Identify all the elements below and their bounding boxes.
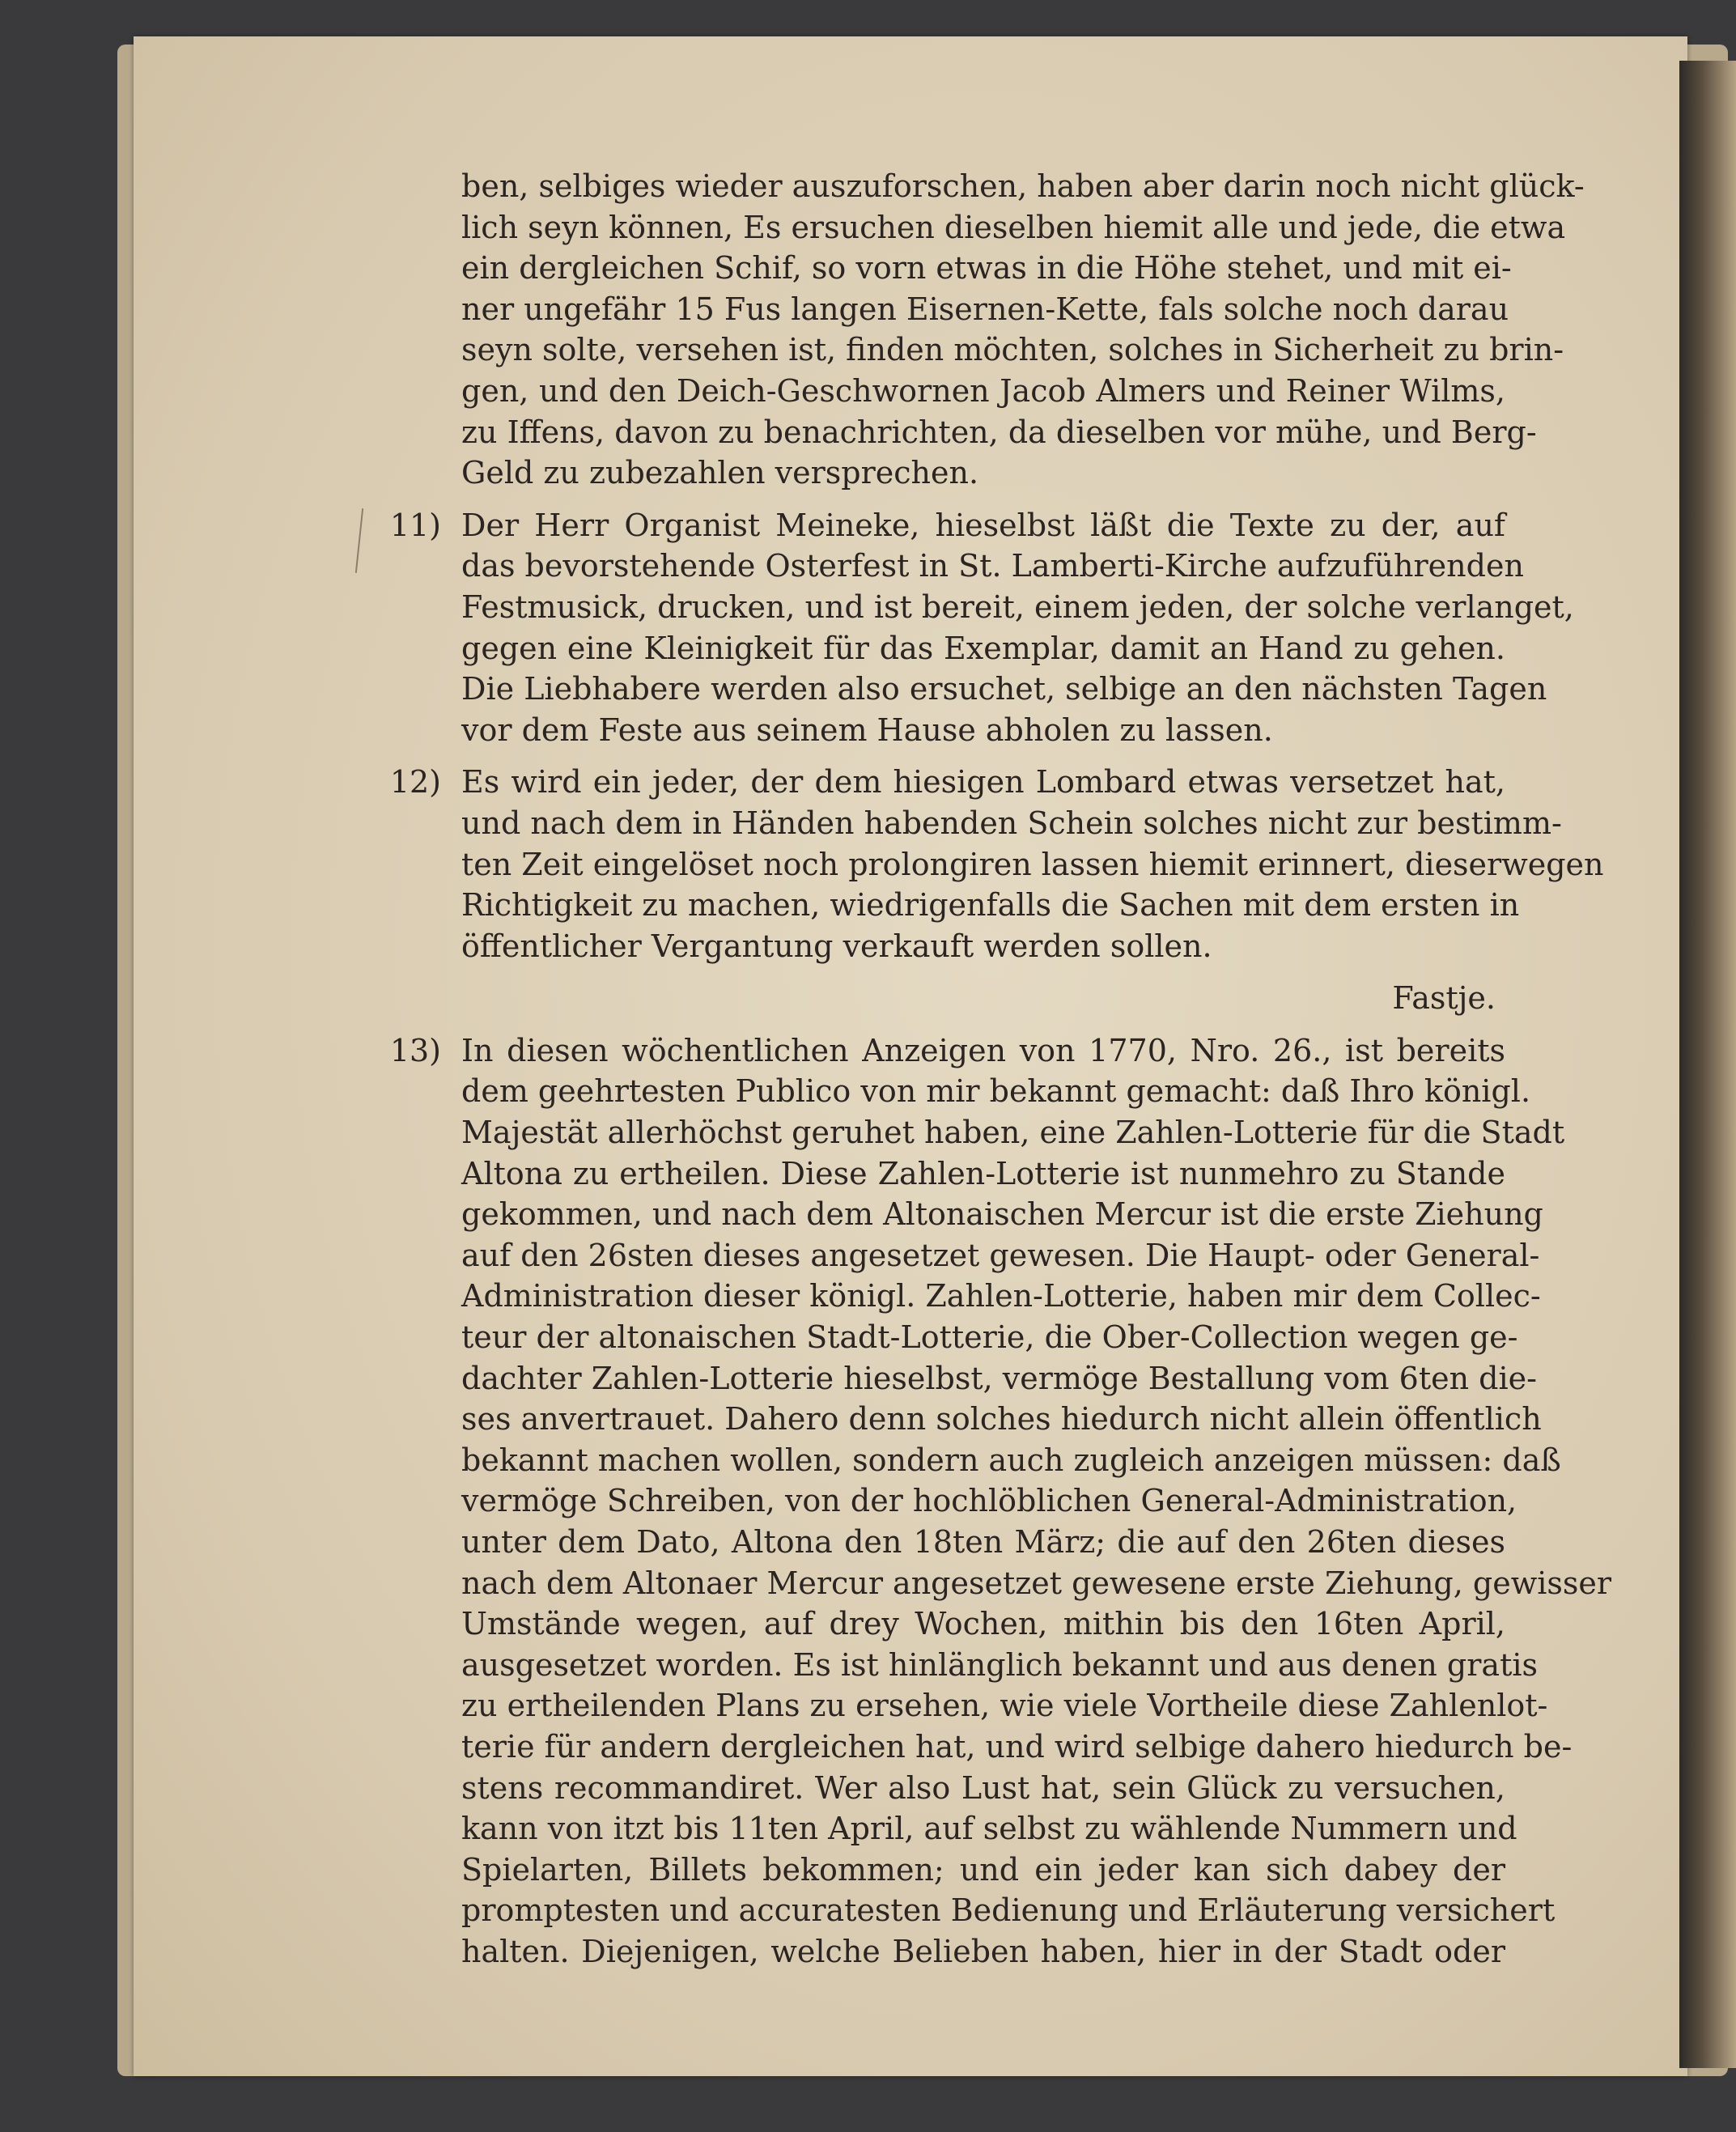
text-line: Umstände wegen, auf drey Wochen, mithin bis den 16ten April, <box>461 1606 1505 1642</box>
text-line: Spielarten, Billets bekommen; und ein jeder kan sich dabey der <box>461 1851 1505 1888</box>
text-line: stens recommandiret. Wer also Lust hat, sein Glück zu versuchen, <box>461 1769 1505 1806</box>
text-line: Der Herr Organist Meineke, hieselbst läßt die Texte zu der, auf <box>461 507 1505 543</box>
text-line: ben, selbiges wieder auszuforschen, haben aber darin noch nicht glück- <box>461 168 1585 204</box>
paragraph-13 <box>389 1030 1612 1973</box>
text-line: Richtigkeit zu machen, wiedrigenfalls die Sachen mit dem ersten in <box>461 887 1520 924</box>
paragraph-number: 13) <box>389 1032 441 1068</box>
text-line: terie für andern dergleichen hat, und wird selbige dahero hiedurch be- <box>461 1728 1573 1765</box>
text-line: Altona zu ertheilen. Diese Zahlen-Lotterie ist nunmehro zu Stande <box>461 1155 1505 1191</box>
text-line: zu Iffens, davon zu benachrichten, da dieselben vor mühe, und Berg- <box>461 414 1537 450</box>
text-line: ner ungefähr 15 Fus langen Eisernen-Kette, fals solche noch darau <box>461 291 1509 327</box>
text-line: Majestät allerhöchst geruhet haben, eine Zahlen-Lotterie für die Stadt <box>461 1115 1565 1151</box>
text-line: auf den 26sten dieses angesetzet gewesen. Die Haupt- oder General- <box>461 1237 1540 1273</box>
text-line: gegen eine Kleinigkeit für das Exemplar, damit an Hand zu gehen. <box>461 630 1505 666</box>
text-line: das bevorstehende Osterfest in St. Lamberti-Kirche aufzuführenden <box>461 548 1524 584</box>
text-line: dem geehrtesten Publico von mir bekannt gemacht: daß Ihro königl. <box>461 1073 1531 1110</box>
paragraph-number: 12) <box>389 764 441 801</box>
text-line: ten Zeit eingelöset noch prolongiren lassen hiemit erinnert, dieserwegen <box>461 846 1604 882</box>
paragraph-12 <box>389 762 1604 966</box>
text-line: dachter Zahlen-Lotterie hieselbst, vermöge Bestallung vom 6ten die- <box>461 1360 1537 1396</box>
text-line: Die Liebhabere werden also ersuchet, selbige an den nächsten Tagen <box>461 671 1547 707</box>
paragraph-number: 11) <box>389 507 441 543</box>
page-text <box>389 166 1612 1984</box>
text-line: gen, und den Deich-Geschwornen Jacob Almers und Reiner Wilms, <box>461 372 1505 409</box>
text-line: halten. Diejenigen, welche Belieben haben, hier in der Stadt oder <box>461 1933 1505 1969</box>
text-line: ses anvertrauet. Dahero denn solches hiedurch nicht allein öffentlich <box>461 1401 1542 1438</box>
text-line: bekannt machen wollen, sondern auch zugleich anzeigen müssen: daß <box>461 1442 1561 1478</box>
text-line: ausgesetzet worden. Es ist hinlänglich bekannt und aus denen gratis <box>461 1646 1538 1683</box>
text-line: promptesten und accuratesten Bedienung und Erläuterung versichert <box>461 1892 1556 1929</box>
paragraph-continued <box>461 166 1585 494</box>
text-line: unter dem Dato, Altona den 18ten März; die auf den 26ten dieses <box>461 1524 1505 1560</box>
text-line: lich seyn können, Es ersuchen dieselben hiemit alle und jede, die etwa <box>461 209 1566 245</box>
text-line: Administration dieser königl. Zahlen-Lotterie, haben mir dem Collec- <box>461 1278 1541 1314</box>
text-line: nach dem Altonaer Mercur angesetzet gewesene erste Ziehung, gewisser <box>461 1565 1612 1601</box>
text-line: und nach dem in Händen habenden Schein solches nicht zur bestimm- <box>461 805 1562 841</box>
paragraph-11 <box>389 505 1574 751</box>
text-line: Festmusick, drucken, und ist bereit, einem jeden, der solche verlanget, <box>461 588 1574 625</box>
text-line: vermöge Schreiben, von der hochlöblichen General-Administration, <box>461 1483 1517 1519</box>
text-line: teur der altonaischen Stadt-Lotterie, die Ober-Collection wegen ge- <box>461 1319 1518 1356</box>
book-gutter <box>1679 61 1736 2068</box>
text-line: gekommen, und nach dem Altonaischen Mercur ist die erste Ziehung <box>461 1196 1543 1233</box>
text-line: vor dem Feste aus seinem Hause abholen zu lassen. <box>461 711 1273 748</box>
text-line: Geld zu zubezahlen versprechen. <box>461 455 979 491</box>
text-line: ein dergleichen Schif, so vorn etwas in die Höhe stehet, und mit ei- <box>461 250 1512 287</box>
text-line: öffentlicher Vergantung verkauft werden sollen. <box>461 928 1212 964</box>
text-line: In diesen wöchentlichen Anzeigen von 1770, Nro. 26., ist bereits <box>461 1032 1505 1068</box>
text-line: zu ertheilenden Plans zu ersehen, wie viele Vortheile diese Zahlenlot- <box>461 1688 1548 1724</box>
text-line: seyn solte, versehen ist, finden möchten, solches in Sicherheit zu brin- <box>461 332 1564 368</box>
text-line: kann von itzt bis 11ten April, auf selbst zu wählende Nummern und <box>461 1811 1517 1847</box>
signature: Fastje. <box>1392 980 1496 1017</box>
text-line: Es wird ein jeder, der dem hiesigen Lombard etwas versetzet hat, <box>461 764 1505 801</box>
